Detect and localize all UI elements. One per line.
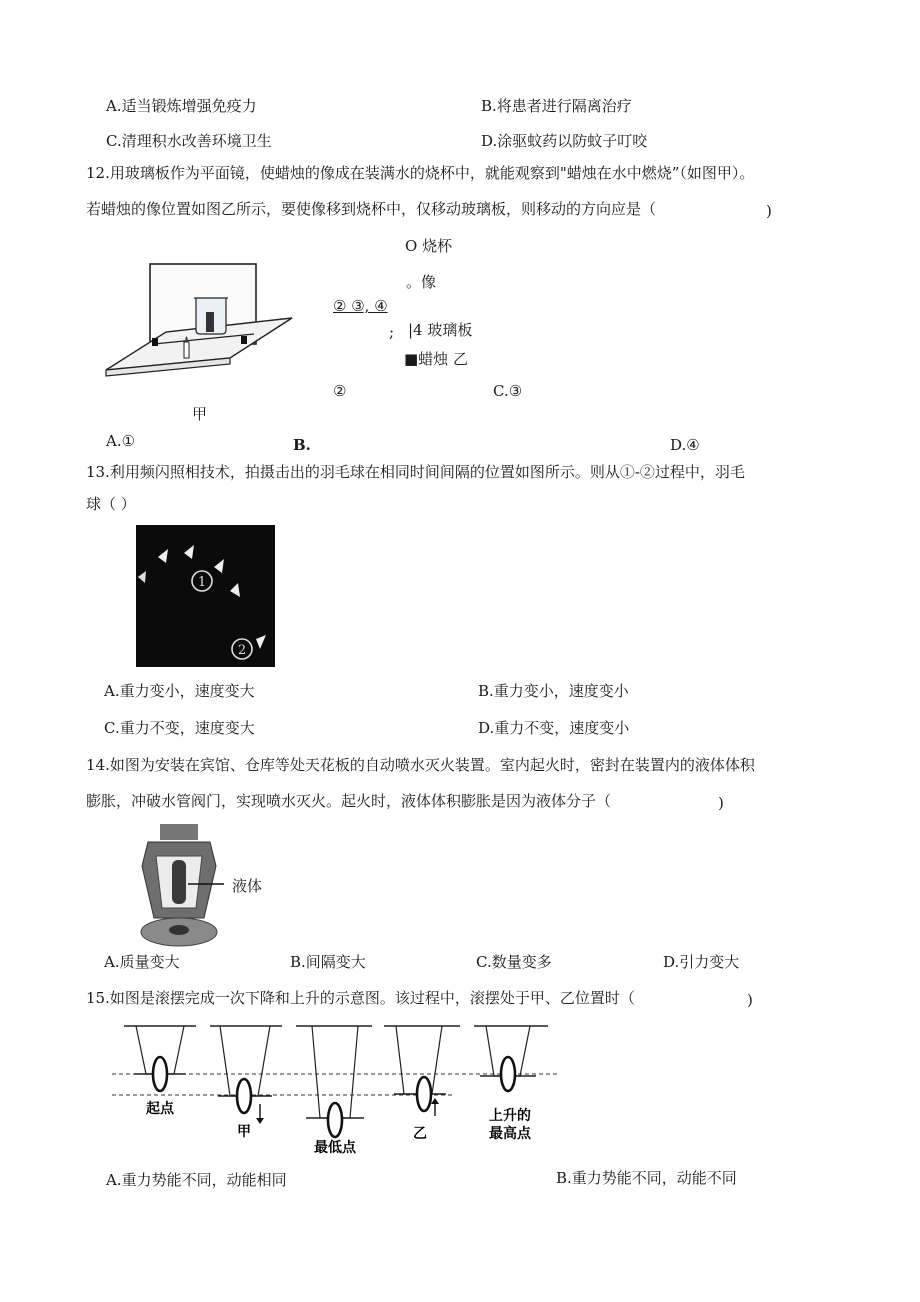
pendulum-wheel [153,1057,167,1091]
q13-option-c: C.重力不变，速度变大 [104,719,255,737]
q14-stem-close: ) [718,794,724,812]
q11-option-b: B.将患者进行隔离治疗 [481,97,632,115]
q11-option-c: C.清理积水改善环境卫生 [106,132,272,150]
q15-stem-close: ) [747,991,753,1009]
q15-option-a: A.重力势能不同，动能相同 [106,1171,287,1189]
pipe-thread [160,824,198,840]
label-start: 起点 [146,1101,174,1117]
q12-diagram-beaker: O 烧杯 [405,237,453,255]
q14-option-b: B.间隔变大 [290,953,366,971]
q12-diagram-numbers: ② ③, ④ [333,297,388,315]
q13-option-a: A.重力变小，速度变大 [104,682,255,700]
label-jia: 甲 [237,1124,251,1140]
pendulum-wheel [417,1077,431,1111]
q12-option-a: A.① [106,432,136,450]
q13-stem-line1: 13.利用频闪照相技术，拍摄击出的羽毛球在相同时间间隔的位置如图所示。则从①-②过程中，羽毛 [86,463,745,481]
label-yi: 乙 [413,1126,427,1142]
q11-option-a: A.适当锻炼增强免疫力 [106,97,257,115]
label-lowest: 最低点 [314,1140,356,1156]
q15-option-b: B.重力势能不同，动能不同 [556,1169,737,1187]
marker-1-label: 1 [197,575,207,590]
q12-option-b-value: ② [333,382,347,400]
q13-shuttlecock-photo [136,525,275,667]
q12-option-b: B. [293,436,311,454]
q12-option-d: D.④ [670,436,700,454]
q13-stem-line2: 球（ ） [86,495,136,513]
clip-right [241,336,247,344]
q12-figure-jia [104,260,300,382]
q12-fig-jia-label: 甲 [192,405,208,423]
q12-stem-line1: 12.用玻璃板作为平面镜，使蜡烛的像成在装满水的烧杯中，就能观察到"蜡烛在水中燃烧”（如图甲）。 [86,164,755,182]
q12-stem-close: ) [766,202,772,220]
pendulum-wheel [501,1057,515,1091]
q14-option-c: C.数量变多 [476,953,552,971]
q12-stem-line2: 若蜡烛的像位置如图乙所示，要使像移到烧杯中，仅移动玻璃板，则移动的方向应是（ [86,200,657,218]
q12-diagram-glass: |4 玻璃板 [408,321,473,339]
liquid-bulb [172,860,186,904]
q14-sprinkler-figure [134,822,224,962]
q12-diagram-candle: ■蜡烛 乙 [404,350,468,368]
q11-option-d: D.涂驱蚊药以防蚊子叮咬 [481,132,648,150]
candle-image-in-beaker [206,312,214,332]
q12-option-c: C.③ [493,382,523,400]
deflector-center [169,925,189,935]
q14-stem-line1: 14.如图为安装在宾馆、仓库等处天花板的自动喷水灭火装置。室内起火时，密封在装置内的液体体积 [86,756,755,774]
label-highest-1: 上升的 [489,1108,531,1124]
photo-background [136,525,275,667]
q13-option-b: B.重力变小，速度变小 [478,682,629,700]
label-highest-2: 最高点 [489,1126,531,1142]
q14-fig-label: 液体 [232,877,263,895]
clip-left [152,338,158,346]
pendulum-wheel [237,1079,251,1113]
q15-stem: 15.如图是滚摆完成一次下降和上升的示意图。该过程中，滚摆处于甲、乙位置时（ [86,989,635,1007]
q12-diagram-image: 。像 [406,273,437,291]
q12-diagram-glass-mark: ; [389,323,395,341]
pendulum-wheel [328,1103,342,1137]
q14-option-a: A.质量变大 [104,953,180,971]
q14-stem-line2: 膨胀，冲破水管阀门，实现喷水灭火。起火时，液体体积膨胀是因为液体分子（ [86,792,612,810]
marker-2-label: 2 [237,643,247,658]
q14-option-d: D.引力变大 [663,953,740,971]
down-arrow-head [256,1118,264,1124]
q15-maxwell-pendulum-diagram [112,1020,558,1156]
q13-option-d: D.重力不变，速度变小 [478,719,630,737]
candle-icon [184,342,189,358]
up-arrow-head [431,1098,439,1104]
